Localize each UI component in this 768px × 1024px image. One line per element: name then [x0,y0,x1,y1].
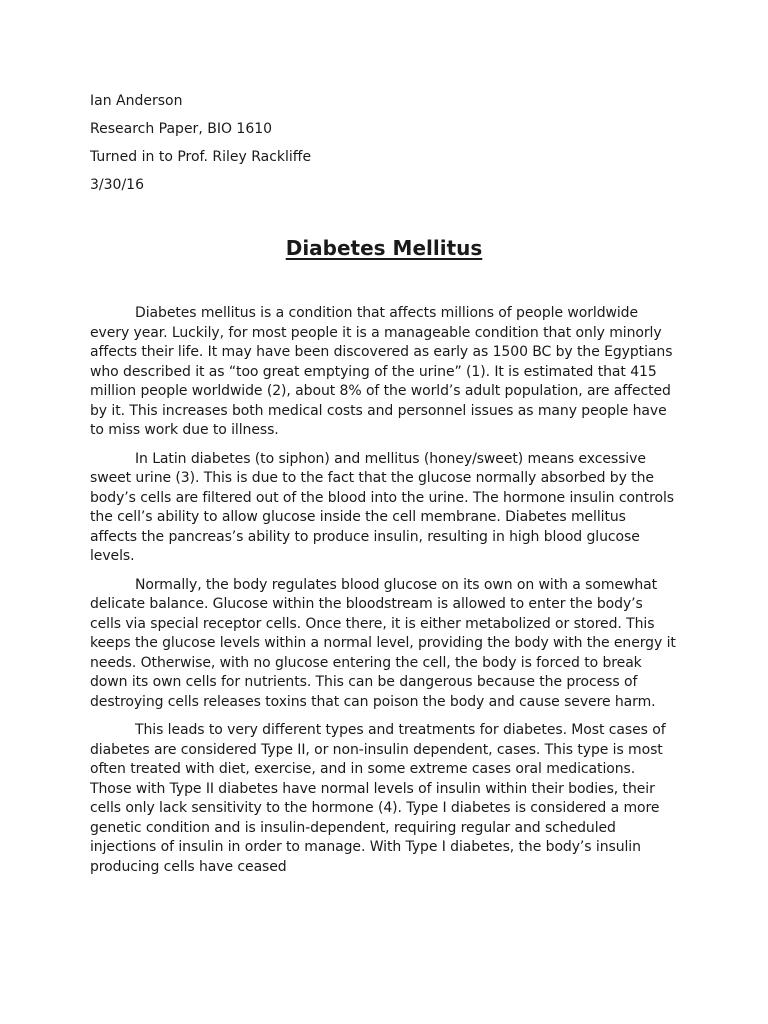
body-paragraph-4: This leads to very different types and treatments for diabetes. Most cases of diabetes are considered Type II, or non-insulin dependent, cases. This type is most often treated with diet, exercise, and in some extreme cases oral medications. Those with Type II diabetes have normal levels of insulin within their bodies, their cells only lack sensitivity to the hormone (4). Type I diabetes is considered a more genetic condition and is insulin-dependent, requiring regular and scheduled injections of insulin in order to manage. With Type I diabetes, the body’s insulin producing cells have ceased [90,722,666,875]
body-paragraph-3: Normally, the body regulates blood glucose on its own on with a somewhat delicate balance. Glucose within the bloodstream is allowed to enter the body’s cells via special receptor cells. Once there, it is either metabolized or stored. This keeps the glucose levels within a normal level, providing the body with the energy it needs. Otherwise, with no glucose entering the cell, the body is forced to break down its own cells for nutrients. This can be dangerous because the process of destroying cells releases toxins that can poison the body and cause severe harm. [90,576,676,710]
course-line: Research Paper, BIO 1610 [90,121,273,137]
body-paragraph-1: Diabetes mellitus is a condition that affects millions of people worldwide every year. Luckily, for most people it is a manageable condition that only minorly affects their life. It may have been discovered as early as 1500 BC by the Egyptians who described it as “too great emptying of the urine” (1). It is estimated that 415 million people worldwide (2), about 8% of the world’s adult population, are affected by it. This increases both medical costs and personnel issues as many people have to miss work due to illness. [90,305,673,438]
paper-body [90,304,676,886]
document-header [90,92,650,204]
date-line: 3/30/16 [90,177,144,193]
author-name: Ian Anderson [90,93,183,109]
paper-title: Diabetes Mellitus [285,236,483,260]
instructor-line: Turned in to Prof. Riley Rackliffe [90,149,312,165]
body-paragraph-2: In Latin diabetes (to siphon) and mellitus (honey/sweet) means excessive sweet urine (3). This is due to the fact that the glucose normally absorbed by the body’s cells are filtered out of the blood into the urine. The hormone insulin controls the cell’s ability to allow glucose inside the cell membrane. Diabetes mellitus affects the pancreas’s ability to produce insulin, resulting in high blood glucose levels. [90,450,675,564]
